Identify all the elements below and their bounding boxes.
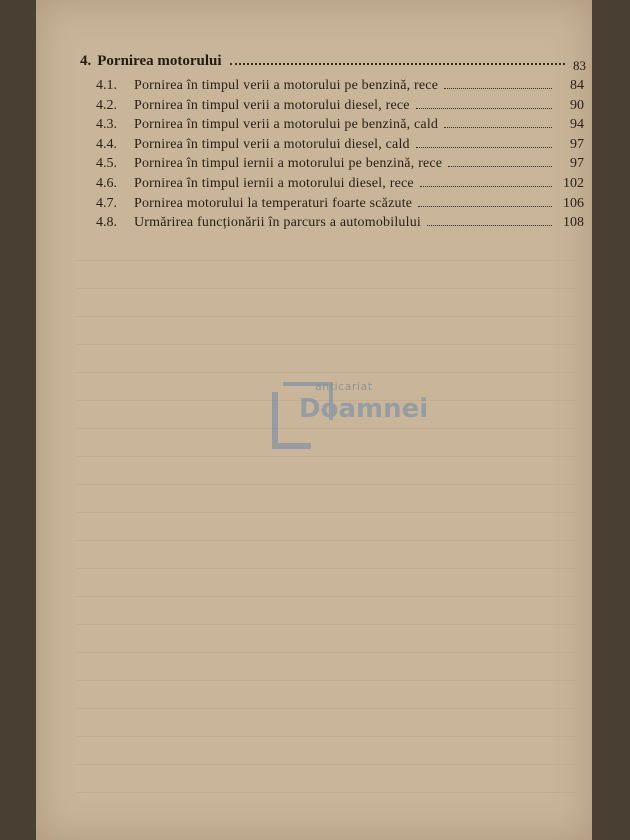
- section-entry: [96, 78, 584, 98]
- section-number: 4.5.: [96, 156, 117, 172]
- chapter-title: Pornirea motorului: [97, 53, 222, 69]
- section-page: 94: [570, 117, 584, 133]
- section-page: 84: [570, 78, 584, 93]
- section-number: 4.2.: [96, 97, 117, 113]
- section-entry: [96, 98, 584, 118]
- section-entry: [96, 196, 584, 216]
- dot-leader: [416, 108, 552, 109]
- dot-leader: [444, 88, 552, 89]
- dot-leader: [427, 225, 552, 226]
- dot-leader: [418, 206, 552, 207]
- watermark-big-text: Doamnei: [299, 394, 429, 424]
- section-page: 108: [563, 215, 584, 231]
- section-page: 97: [570, 136, 584, 152]
- section-page: 102: [563, 175, 584, 191]
- dot-leader: [230, 63, 565, 65]
- bleed-through-text: [76, 240, 576, 800]
- chapter-page: 83: [573, 58, 586, 73]
- section-page: 106: [563, 195, 584, 211]
- dot-leader: [444, 127, 552, 128]
- section-page: 97: [570, 156, 584, 172]
- section-title: Pornirea în timpul iernii a motorului diesel, rece: [134, 175, 414, 191]
- section-number: 4.1.: [96, 78, 117, 93]
- watermark: [271, 380, 429, 460]
- section-entry: [96, 176, 584, 196]
- section-title: Pornirea în timpul verii a motorului diesel, rece: [134, 97, 410, 113]
- section-entry: [96, 215, 584, 235]
- watermark-small-text: anticariat: [315, 380, 373, 393]
- section-title: Pornirea în timpul verii a motorului diesel, cald: [134, 136, 410, 152]
- section-entry: [96, 117, 584, 137]
- section-page: 90: [570, 97, 584, 113]
- section-title: Pornirea în timpul verii a motorului pe benzină, rece: [134, 78, 439, 93]
- section-list: [96, 78, 584, 235]
- section-number: 4.4.: [96, 136, 117, 152]
- dot-leader: [448, 166, 552, 167]
- section-number: 4.3.: [96, 117, 117, 133]
- section-title: Pornirea în timpul iernii a motorului pe benzină, rece: [134, 156, 443, 172]
- section-entry: [96, 156, 584, 176]
- section-entry: [96, 137, 584, 157]
- section-number: 4.7.: [96, 195, 117, 211]
- chapter-entry: [80, 44, 586, 73]
- section-title: Pornirea în timpul verii a motorului pe benzină, cald: [134, 117, 439, 133]
- section-title: Urmărirea funcționării în parcurs a automobilului: [134, 215, 421, 231]
- section-number: 4.8.: [96, 215, 117, 231]
- chapter-number: 4.: [80, 53, 92, 69]
- section-number: 4.6.: [96, 175, 117, 191]
- dot-leader: [420, 186, 552, 187]
- book-page: [36, 0, 592, 840]
- section-title: Pornirea motorului la temperaturi foarte scăzute: [134, 195, 413, 211]
- dot-leader: [416, 147, 552, 148]
